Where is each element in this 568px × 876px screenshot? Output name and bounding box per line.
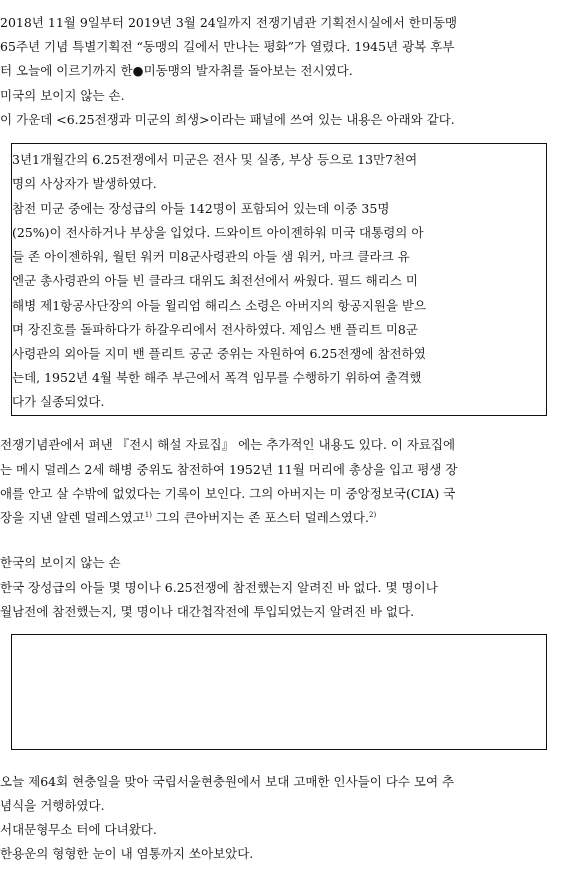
quote-line: 엔군 총사령관의 아들 빈 클라크 대위도 최전선에서 싸웠다. 필드 해리스 미 (12, 273, 418, 288)
middle-line-4-text-b: 그의 큰아버지는 존 포스터 덜레스였다. (151, 510, 369, 525)
section-heading-korea: 한국의 보이지 않는 손 (0, 555, 121, 570)
footnote-marker-1: 1) (144, 510, 152, 519)
quote-line: 해병 제1항공사단장의 아들 윌리엄 해리스 소령은 아버지의 항공지원을 받으 (12, 298, 427, 313)
quote-line: 며 장진호를 돌파하다가 하갈우리에서 전사하였다. 제임스 밴 플리트 미8군 (12, 322, 418, 337)
middle-line-2: 는 메시 덜레스 2세 해병 중위도 참전하여 1952년 11월 머리에 총상을 입고 평생 장 (0, 462, 458, 477)
quote-line: 들 존 아이젠하워, 월턴 워커 미8군사령관의 아들 샘 워커, 마크 클라크 유 (12, 249, 410, 264)
quote-line: 는데, 1952년 4월 북한 해주 부근에서 폭격 임무를 수행하기 위하여 출격했 (12, 370, 422, 385)
closing-line-2: 념식을 거행하였다. (0, 798, 105, 813)
quote-line: 명의 사상자가 발생하였다. (12, 176, 157, 191)
quote-line: 사령관의 외아들 지미 밴 플리트 공군 중위는 자원하여 6.25전쟁에 참전하였 (12, 346, 426, 361)
intro-line-2: 65주년 기념 특별기획전 “동맹의 길에서 만나는 평화”가 열렸다. 1945년 광복 후부 (0, 39, 455, 54)
footnote-marker-2: 2) (368, 510, 377, 519)
intro-line-5: 이 가운데 <6.25전쟁과 미군의 희생>이라는 패널에 쓰여 있는 내용은 아래와 같다. (0, 112, 455, 127)
closing-line-1: 오늘 제64회 현충일을 맞아 국립서울현충원에서 보대 고매한 인사들이 다수 모여 추 (0, 774, 455, 789)
korea-line-2: 월남전에 참전했는지, 몇 명이나 대간첩작전에 투입되었는지 알려진 바 없다. (0, 604, 415, 619)
middle-line-4-text-a: 장을 지낸 알렌 덜레스였고 (0, 510, 145, 525)
quote-line: (25%)이 전사하거나 부상을 입었다. 드와이트 아이젠하워 미국 대통령의 아 (12, 225, 424, 240)
quote-box (11, 143, 547, 416)
intro-line-1: 2018년 11월 9일부터 2019년 3월 24일까지 전쟁기념관 기획전시실에서 한미동맹 (0, 15, 458, 30)
quote-line: 참전 미군 중에는 장성급의 아들 142명이 포함되어 있는데 이중 35명 (12, 201, 390, 216)
korea-line-1: 한국 장성급의 아들 몇 명이나 6.25전쟁에 참전했는지 알려진 바 없다. 몇 명이나 (0, 580, 438, 595)
quote-line: 3년1개월간의 6.25전쟁에서 미군은 전사 및 실종, 부상 등으로 13만7천여 (12, 152, 418, 167)
middle-line-1: 전쟁기념관에서 펴낸 『전시 해설 자료집』 에는 추가적인 내용도 있다. 이 자료집에 (0, 437, 456, 452)
empty-box (11, 634, 547, 750)
middle-line-3: 애를 안고 살 수밖에 없었다는 기록이 보인다. 그의 아버지는 미 중앙정보국(CIA) 국 (0, 486, 456, 501)
closing-line-3: 서대문형무소 터에 다녀왔다. (0, 822, 157, 837)
middle-line-4 (0, 506, 568, 530)
closing-line-4: 한용운의 형형한 눈이 내 염통까지 쏘아보았다. (0, 846, 254, 861)
intro-line-3: 터 오늘에 이르기까지 한●미동맹의 발자취를 돌아보는 전시였다. (0, 63, 353, 78)
section-heading-us: 미국의 보이지 않는 손. (0, 88, 125, 103)
quote-line: 다가 실종되었다. (12, 394, 105, 409)
